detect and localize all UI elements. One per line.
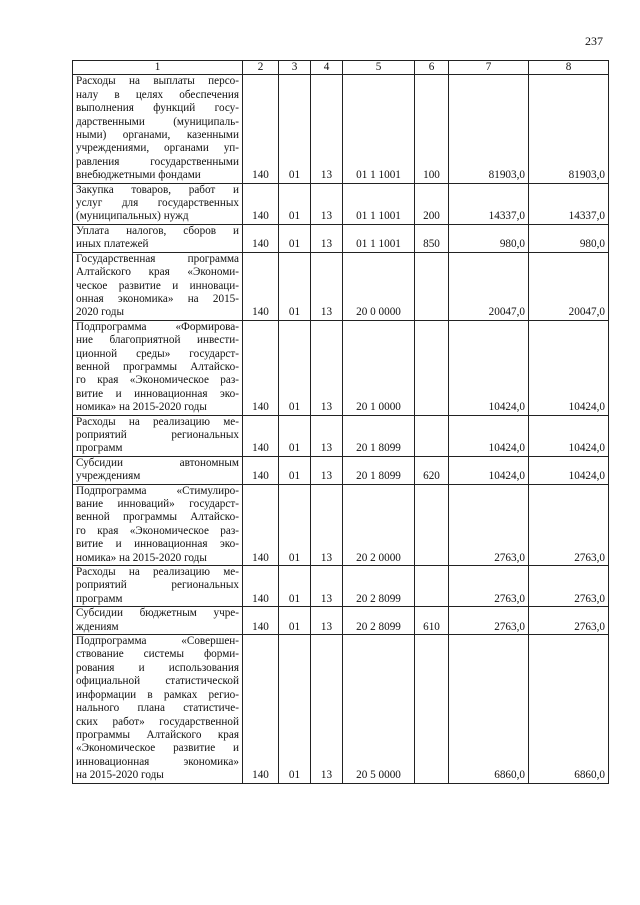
subsection-code: 13 xyxy=(311,183,343,224)
description-line: онная экономика» на 2015- xyxy=(76,292,239,305)
target-article-code: 20 1 8099 xyxy=(343,456,415,484)
amount-col8: 2763,0 xyxy=(529,607,609,635)
table-row xyxy=(73,183,609,224)
expense-type-code: 200 xyxy=(415,183,449,224)
description-line: на 2015-2020 годы xyxy=(76,769,164,782)
amount-col8: 14337,0 xyxy=(529,183,609,224)
description-line: налу в целях обеспечения xyxy=(76,88,239,101)
description-line: ческое развитие и инноваци- xyxy=(76,279,239,292)
description-line: ских работ» государственной xyxy=(76,715,239,728)
table-row xyxy=(73,224,609,252)
item-description xyxy=(73,456,243,484)
header-cell: 5 xyxy=(343,61,415,75)
section-code: 01 xyxy=(279,415,311,456)
item-description xyxy=(73,252,243,320)
description-line: номика» на 2015-2020 годы xyxy=(76,401,207,414)
description-line: Расходы на реализацию ме- xyxy=(76,415,239,428)
expense-type-code: 610 xyxy=(415,607,449,635)
table-row xyxy=(73,456,609,484)
description-line: Субсидии бюджетным учре- xyxy=(76,607,239,620)
target-article-code: 01 1 1001 xyxy=(343,183,415,224)
description-line: «Экономическое развитие и xyxy=(76,742,239,755)
expense-type-code xyxy=(415,252,449,320)
ministry-code: 140 xyxy=(243,224,279,252)
page-number: 237 xyxy=(585,34,603,48)
description-line: го края «Экономическое раз- xyxy=(76,524,239,537)
section-code: 01 xyxy=(279,566,311,607)
expense-type-code xyxy=(415,566,449,607)
description-line: ными) органами, казенными xyxy=(76,129,239,142)
amount-col7: 2763,0 xyxy=(449,566,529,607)
header-cell: 1 xyxy=(73,61,243,75)
description-line: 2020 годы xyxy=(76,306,124,319)
ministry-code: 140 xyxy=(243,183,279,224)
description-line: Уплата налогов, сборов и xyxy=(76,224,239,237)
section-code: 01 xyxy=(279,456,311,484)
description-line: (муниципальных) нужд xyxy=(76,210,189,223)
target-article-code: 20 2 0000 xyxy=(343,484,415,565)
description-line: нального плана статистиче- xyxy=(76,702,239,715)
header-cell: 7 xyxy=(449,61,529,75)
amount-col8: 6860,0 xyxy=(529,635,609,783)
ministry-code: 140 xyxy=(243,415,279,456)
ministry-code: 140 xyxy=(243,484,279,565)
target-article-code: 01 1 1001 xyxy=(343,75,415,183)
table-row xyxy=(73,566,609,607)
description-line: роприятий региональных xyxy=(76,579,239,592)
expense-type-code xyxy=(415,635,449,783)
target-article-code: 01 1 1001 xyxy=(343,224,415,252)
table-row xyxy=(73,252,609,320)
header-cell: 3 xyxy=(279,61,311,75)
target-article-code: 20 5 0000 xyxy=(343,635,415,783)
expense-type-code xyxy=(415,320,449,415)
ministry-code: 140 xyxy=(243,320,279,415)
target-article-code: 20 1 0000 xyxy=(343,320,415,415)
table-header-row xyxy=(73,61,609,75)
amount-col7: 81903,0 xyxy=(449,75,529,183)
target-article-code: 20 2 8099 xyxy=(343,607,415,635)
description-line: официальной статистической xyxy=(76,675,239,688)
section-code: 01 xyxy=(279,607,311,635)
section-code: 01 xyxy=(279,75,311,183)
amount-col7: 20047,0 xyxy=(449,252,529,320)
item-description xyxy=(73,75,243,183)
description-line: программ xyxy=(76,442,123,455)
ministry-code: 140 xyxy=(243,635,279,783)
description-line: Закупка товаров, работ и xyxy=(76,183,239,196)
description-line: витие и инновационная эко- xyxy=(76,387,239,400)
table-row xyxy=(73,635,609,783)
description-line: венной программы Алтайско- xyxy=(76,360,239,373)
description-line: дарственными (муниципаль- xyxy=(76,115,239,128)
subsection-code: 13 xyxy=(311,75,343,183)
target-article-code: 20 1 8099 xyxy=(343,415,415,456)
item-description xyxy=(73,224,243,252)
description-line: ствование системы форми- xyxy=(76,648,239,661)
ministry-code: 140 xyxy=(243,252,279,320)
description-line: программ xyxy=(76,592,123,605)
expense-type-code xyxy=(415,484,449,565)
table-row xyxy=(73,75,609,183)
description-line: Расходы на реализацию ме- xyxy=(76,566,239,579)
subsection-code: 13 xyxy=(311,252,343,320)
section-code: 01 xyxy=(279,320,311,415)
amount-col7: 6860,0 xyxy=(449,635,529,783)
subsection-code: 13 xyxy=(311,566,343,607)
description-line: учреждениям xyxy=(76,470,141,483)
section-code: 01 xyxy=(279,224,311,252)
item-description xyxy=(73,320,243,415)
ministry-code: 140 xyxy=(243,456,279,484)
expense-type-code: 100 xyxy=(415,75,449,183)
target-article-code: 20 2 8099 xyxy=(343,566,415,607)
table-row xyxy=(73,607,609,635)
amount-col7: 10424,0 xyxy=(449,456,529,484)
subsection-code: 13 xyxy=(311,456,343,484)
amount-col7: 2763,0 xyxy=(449,607,529,635)
section-code: 01 xyxy=(279,484,311,565)
ministry-code: 140 xyxy=(243,607,279,635)
amount-col7: 980,0 xyxy=(449,224,529,252)
description-line: ционной среды» государст- xyxy=(76,347,239,360)
section-code: 01 xyxy=(279,635,311,783)
amount-col8: 10424,0 xyxy=(529,320,609,415)
subsection-code: 13 xyxy=(311,484,343,565)
description-line: услуг для государственных xyxy=(76,197,239,210)
description-line: вание инноваций» государст- xyxy=(76,498,239,510)
item-description xyxy=(73,607,243,635)
description-line: ние благоприятной инвести- xyxy=(76,334,239,347)
table-row xyxy=(73,320,609,415)
header-cell: 6 xyxy=(415,61,449,75)
description-line: инновационная экономика» xyxy=(76,755,239,768)
description-line: иных платежей xyxy=(76,238,149,251)
amount-col7: 10424,0 xyxy=(449,320,529,415)
table-row xyxy=(73,415,609,456)
description-line: информации в рамках регио- xyxy=(76,688,239,701)
description-line: Подпрограмма «Стимулиро- xyxy=(76,484,239,497)
subsection-code: 13 xyxy=(311,320,343,415)
description-line: роприятий региональных xyxy=(76,428,239,441)
subsection-code: 13 xyxy=(311,415,343,456)
description-line: ждениям xyxy=(76,620,119,633)
subsection-code: 13 xyxy=(311,224,343,252)
amount-col7: 14337,0 xyxy=(449,183,529,224)
description-line: Государственная программа xyxy=(76,252,239,265)
section-code: 01 xyxy=(279,183,311,224)
target-article-code: 20 0 0000 xyxy=(343,252,415,320)
description-line: Расходы на выплаты персо- xyxy=(76,75,239,88)
description-line: Субсидии автономным xyxy=(76,456,239,469)
budget-table xyxy=(72,60,609,784)
amount-col8: 980,0 xyxy=(529,224,609,252)
description-line: Подпрограмма «Формирова- xyxy=(76,320,239,333)
amount-col8: 10424,0 xyxy=(529,456,609,484)
description-line: Алтайского края «Экономи- xyxy=(76,266,239,279)
description-line: программы Алтайского края xyxy=(76,728,239,741)
header-cell: 2 xyxy=(243,61,279,75)
item-description xyxy=(73,415,243,456)
amount-col7: 10424,0 xyxy=(449,415,529,456)
amount-col8: 10424,0 xyxy=(529,415,609,456)
item-description xyxy=(73,484,243,565)
header-cell: 4 xyxy=(311,61,343,75)
section-code: 01 xyxy=(279,252,311,320)
description-line: венной программы Алтайско- xyxy=(76,511,239,524)
description-line: рования и использования xyxy=(76,661,239,674)
ministry-code: 140 xyxy=(243,75,279,183)
subsection-code: 13 xyxy=(311,607,343,635)
amount-col8: 20047,0 xyxy=(529,252,609,320)
description-line: номика» на 2015-2020 годы xyxy=(76,551,207,564)
expense-type-code xyxy=(415,415,449,456)
table-row xyxy=(73,484,609,565)
ministry-code: 140 xyxy=(243,566,279,607)
expense-type-code: 620 xyxy=(415,456,449,484)
description-line: учреждениями, органами уп- xyxy=(76,142,239,155)
amount-col8: 81903,0 xyxy=(529,75,609,183)
expense-type-code: 850 xyxy=(415,224,449,252)
amount-col8: 2763,0 xyxy=(529,566,609,607)
subsection-code: 13 xyxy=(311,635,343,783)
amount-col8: 2763,0 xyxy=(529,484,609,565)
amount-col7: 2763,0 xyxy=(449,484,529,565)
item-description xyxy=(73,635,243,783)
item-description xyxy=(73,183,243,224)
description-line: витие и инновационная эко- xyxy=(76,538,239,551)
description-line: равления государственными xyxy=(76,155,239,168)
item-description xyxy=(73,566,243,607)
header-cell: 8 xyxy=(529,61,609,75)
description-line: выполнения функций госу- xyxy=(76,102,239,115)
description-line: Подпрограмма «Совершен- xyxy=(76,635,239,648)
description-line: внебюджетными фондами xyxy=(76,169,201,182)
description-line: го края «Экономическое раз- xyxy=(76,374,239,387)
